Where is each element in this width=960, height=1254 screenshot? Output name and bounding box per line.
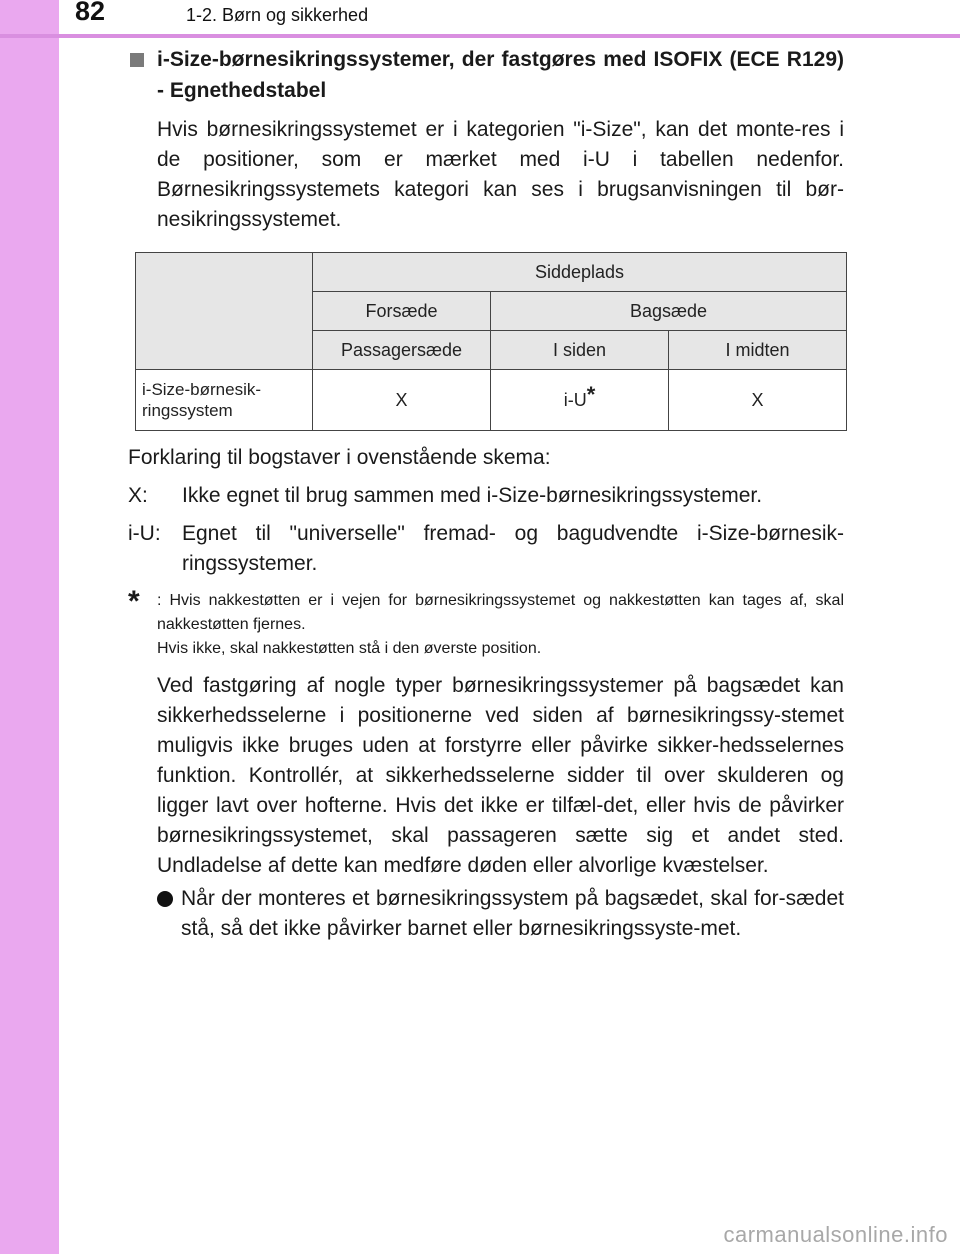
page-content xyxy=(128,44,844,944)
table-cell-side-value: i-U xyxy=(563,389,587,410)
footnote-asterisk: * xyxy=(586,381,596,407)
table-header-rear: Bagsæde xyxy=(491,292,847,331)
body-paragraph: Ved fastgøring af nogle typer børnesikringssystemer på bagsædet kan sikkerhedsselerne i positionerne ved siden af børnesikringssy-stemet muligvis ikke bruges uden at forstyrre eller påvirke sikker-hedsselernes funktion. Kontrollér, at sikkerhedsselerne sidder til over skulderen og ligger lavt over hofterne. Hvis det ikke er tilfæl-det, eller hvis de påvirker børnesikringssystemet, skal passageren sætte sig et andet sted. Undladelse af dette kan medføre døden eller alvorlige kvæstelser. xyxy=(157,674,844,877)
table-cell-side xyxy=(491,370,669,431)
legend-item-iu xyxy=(128,519,844,579)
table-row xyxy=(136,370,847,431)
table-cell-middle: X xyxy=(669,370,847,431)
page-sidebar xyxy=(0,0,59,1254)
bullet-text: Når der monteres et børnesikringssystem på bagsædet, skal for-sædet stå, så det ikke påvirker barnet eller børnesikringssyste-met. xyxy=(181,887,844,940)
section-heading-text: i-Size-børnesikringssystemer, der fastgøres med ISOFIX (ECE R129) - Egnethedstabel xyxy=(157,48,844,102)
square-bullet-icon xyxy=(128,44,157,106)
table-cell-passenger: X xyxy=(313,370,491,431)
table-header-passenger: Passagersæde xyxy=(313,331,491,370)
explanation-title: Forklaring til bogstaver i ovenstående skema: xyxy=(128,446,551,469)
table-header-seating: Siddeplads xyxy=(313,253,847,292)
footnote-mark: * xyxy=(128,585,140,618)
bullet-dot-icon xyxy=(157,884,181,944)
bullet-item xyxy=(157,884,844,944)
legend-key: X: xyxy=(128,484,148,507)
table-row-label: i-Size-børnesik-ringssystem xyxy=(136,370,313,431)
page-number: 82 xyxy=(75,0,106,26)
footnote xyxy=(128,585,844,661)
legend-item-x xyxy=(128,481,844,511)
watermark: carmanualsonline.info xyxy=(723,1222,948,1247)
table-corner-cell xyxy=(136,253,313,370)
legend-text: Ikke egnet til brug sammen med i-Size-børnesikringssystemer. xyxy=(182,484,763,507)
intro-paragraph: Hvis børnesikringssystemet er i kategorien "i-Size", kan det monte-res i de positioner, som er mærket med i-U i tabellen nedenfor. Børnesikringssystemets kategori kan ses i brugsanvisningen til bør-nesikringssystemet. xyxy=(157,118,844,231)
footnote-text xyxy=(157,589,844,661)
section-heading xyxy=(128,44,844,106)
footnote-line-1: : Hvis nakkestøtten er i vejen for børnesikringssystemet og nakkestøtten kan tages af, skal nakkestøtten fjernes. xyxy=(157,592,844,633)
header-divider xyxy=(0,34,960,38)
table-header-side: I siden xyxy=(491,331,669,370)
suitability-table xyxy=(135,252,847,431)
legend-key: i-U: xyxy=(128,522,161,545)
legend-text: Egnet til "universelle" fremad- og bagudvendte i-Size-børnesik-ringssystemer. xyxy=(182,522,844,575)
footnote-line-2: Hvis ikke, skal nakkestøtten stå i den øverste position. xyxy=(157,640,542,657)
table-header-front: Forsæde xyxy=(313,292,491,331)
chapter-title: 1-2. Børn og sikkerhed xyxy=(186,5,369,25)
table-header-middle: I midten xyxy=(669,331,847,370)
